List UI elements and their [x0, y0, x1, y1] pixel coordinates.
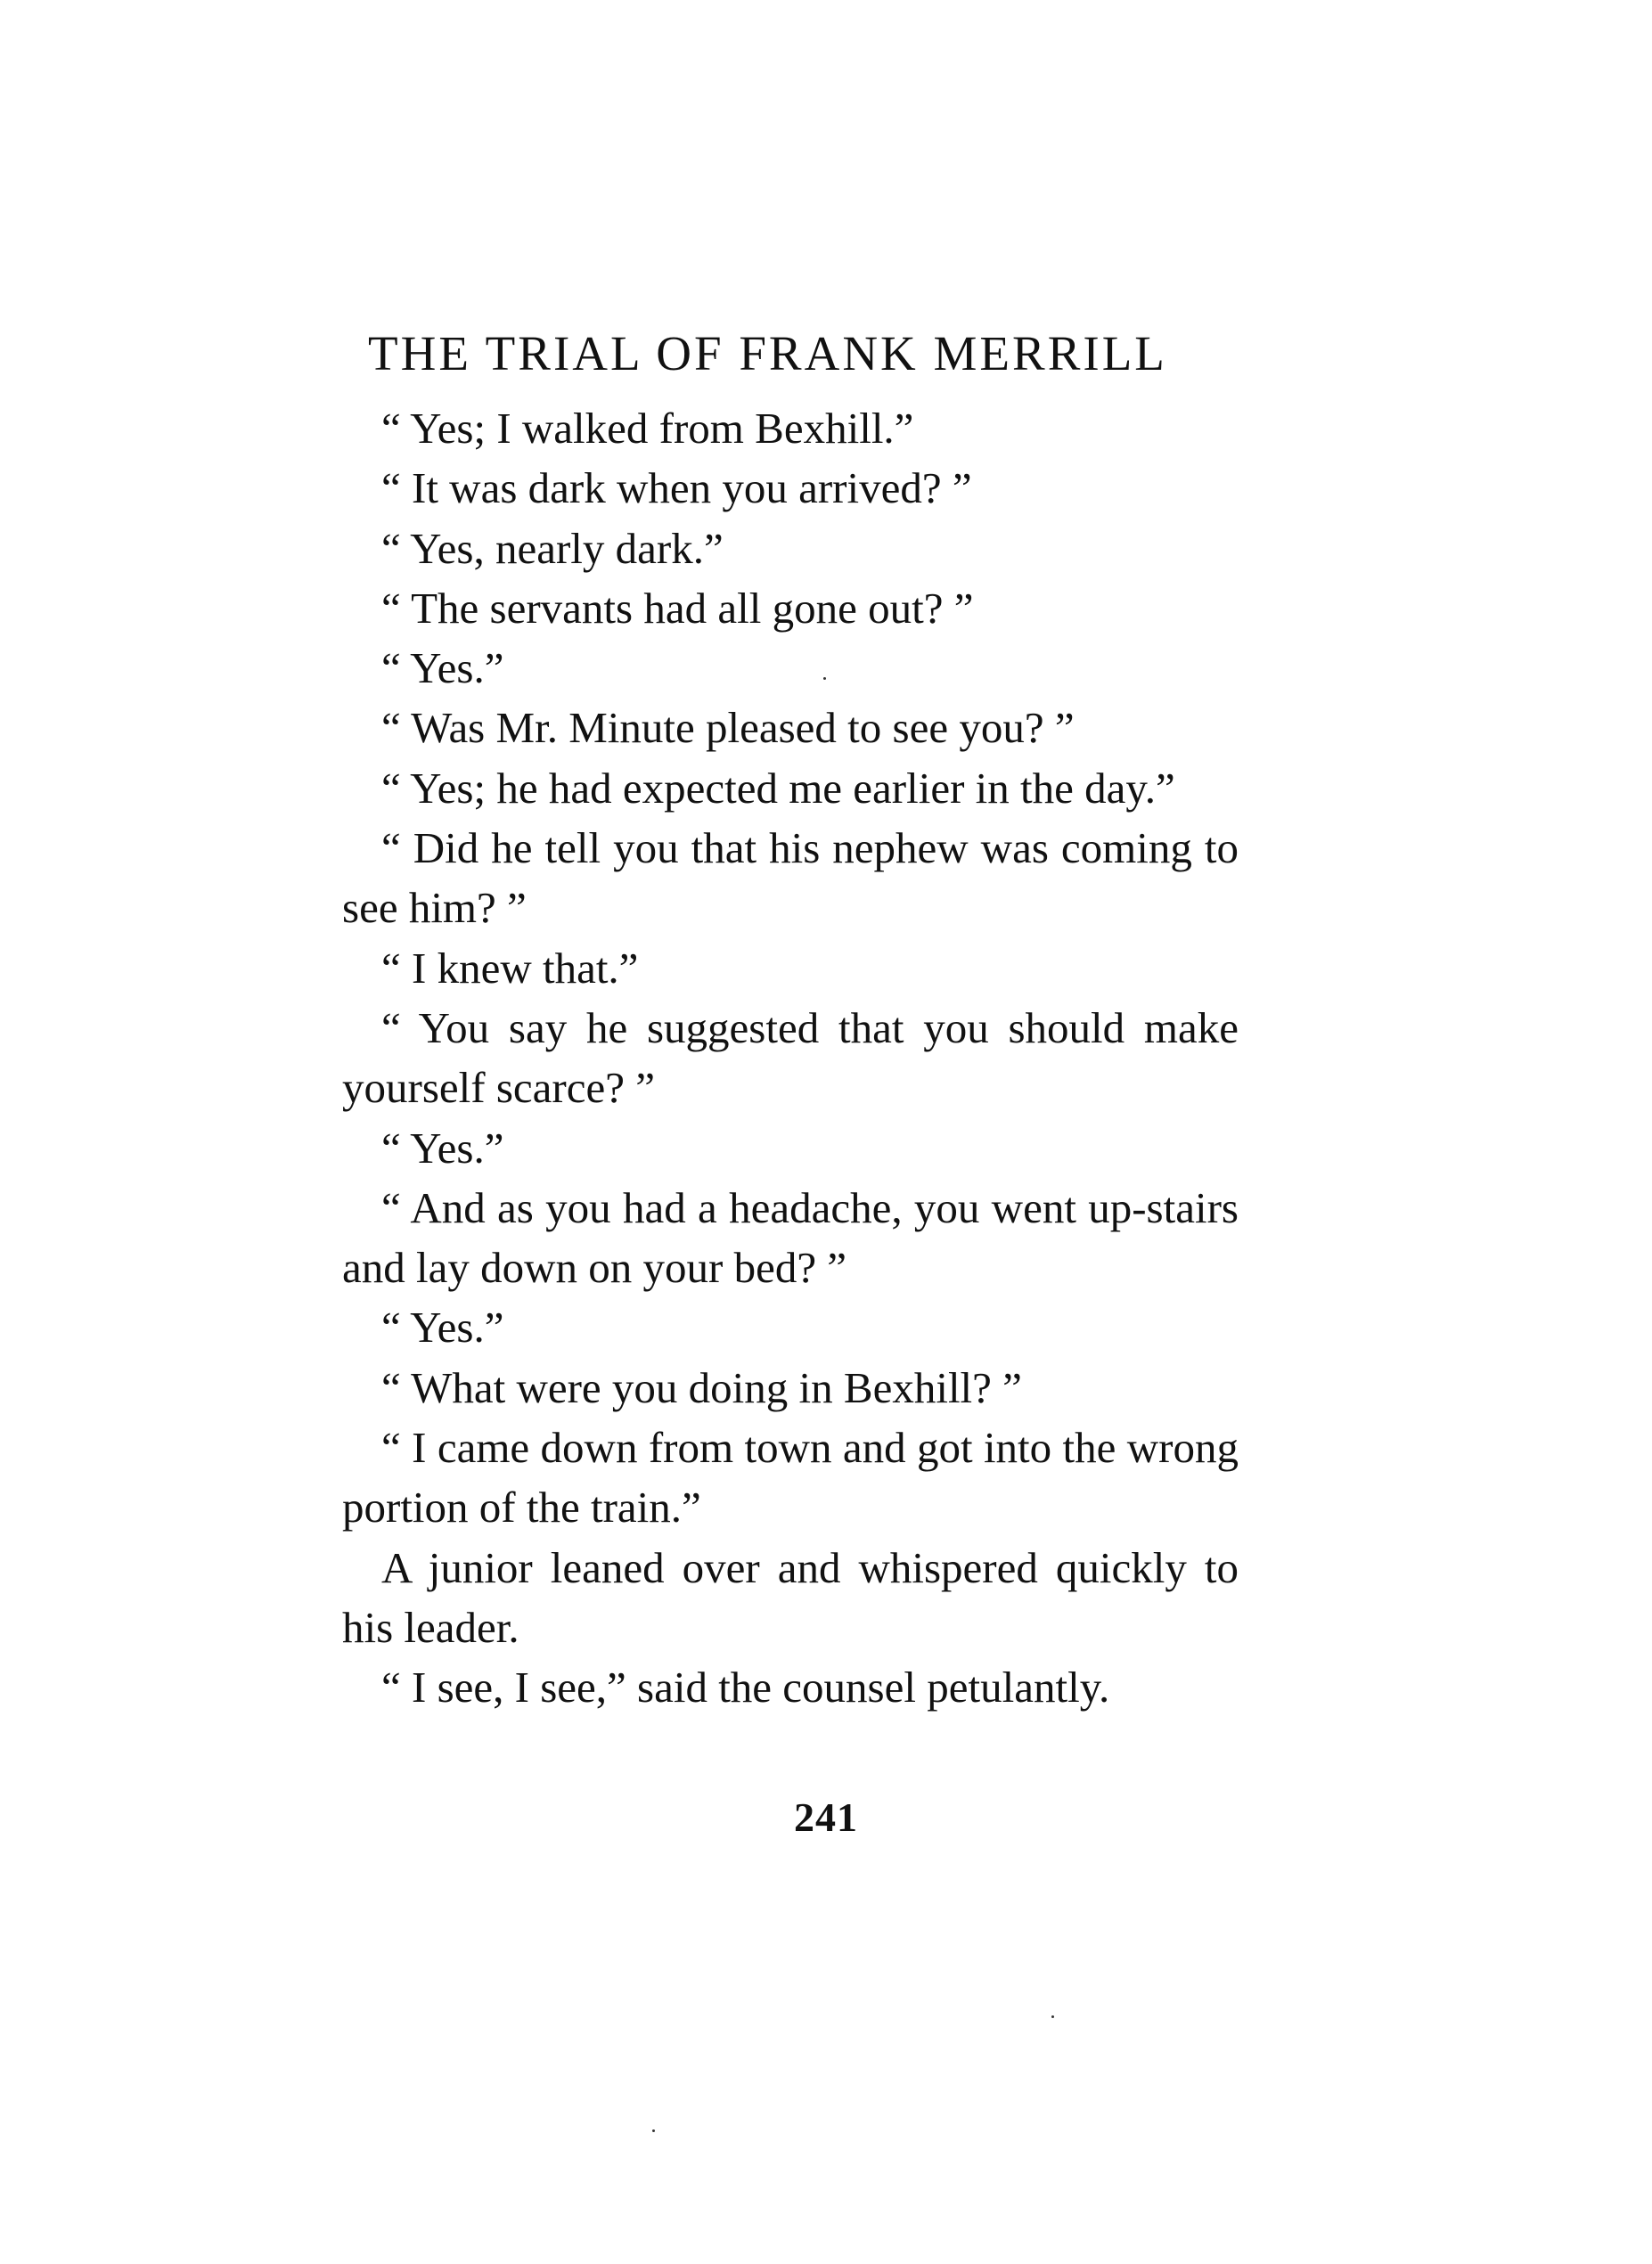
paragraph: “ Yes.” [381, 643, 504, 693]
paragraph: “ I came down from town and got into the wrong portion of the train.” [342, 1423, 1239, 1532]
paragraph: “ Did he tell you that his nephew was coming to see him? ” [342, 823, 1239, 933]
running-head: THE TRIAL OF FRANK MERRILL [368, 326, 1167, 380]
paper-speck [1051, 2015, 1054, 2018]
page-number: 241 [794, 1794, 858, 1840]
paragraph: “ Yes.” [381, 1303, 504, 1353]
paragraph: “ Yes.” [381, 1123, 504, 1173]
paragraph: “ You say he suggested that you should make yourself scarce? ” [342, 1002, 1239, 1113]
body-text [342, 398, 1239, 1718]
paragraph: “ The servants had all gone out? ” [381, 583, 974, 633]
paragraph: “ And as you had a headache, you went up-stairs and lay down on your bed? ” [342, 1182, 1239, 1293]
paragraph: “ Yes; I walked from Bexhill.” [381, 404, 914, 453]
paragraph: “ Yes, nearly dark.” [381, 523, 724, 573]
paragraph: “ I see, I see,” said the counsel petulantly. [381, 1663, 1110, 1712]
paragraph: “ I knew that.” [381, 943, 639, 993]
paper-speck [652, 2129, 655, 2132]
paragraph: “ Yes; he had expected me earlier in the day.” [381, 763, 1175, 813]
paragraph: A junior leaned over and whispered quickly to his leader. [342, 1542, 1239, 1652]
paper-speck [823, 677, 826, 680]
paragraph: “ Was Mr. Minute pleased to see you? ” [381, 703, 1075, 753]
paragraph: “ It was dark when you arrived? ” [381, 463, 972, 513]
paragraph: “ What were you doing in Bexhill? ” [381, 1362, 1022, 1412]
